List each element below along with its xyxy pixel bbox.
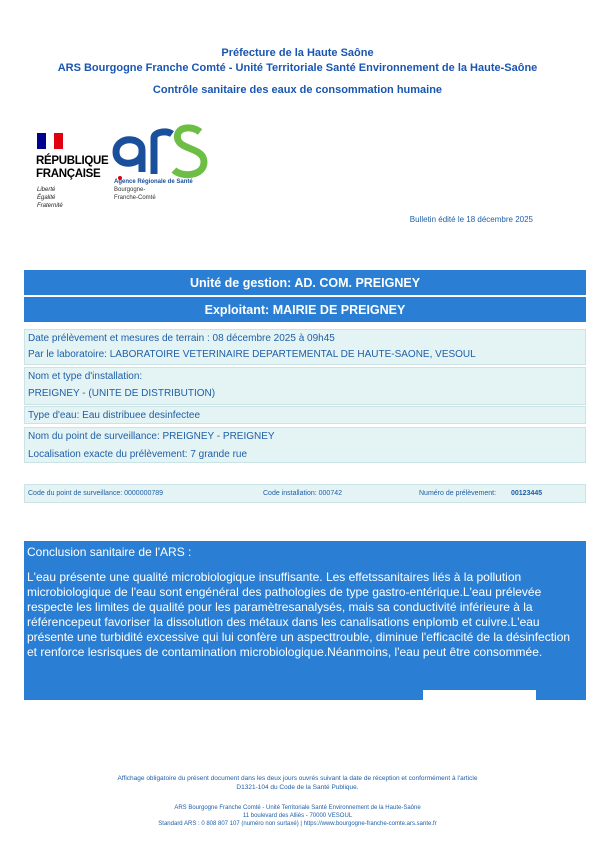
installation-label: Nom et type d'installation:: [28, 371, 143, 382]
sample-number: 00123445: [511, 490, 543, 497]
management-unit: Unité de gestion: AD. COM. PREIGNEY: [24, 270, 586, 295]
prefecture-title: Préfecture de la Haute Saône: [221, 47, 374, 59]
sample-location: Localisation exacte du prélèvement: 7 grande rue: [28, 449, 248, 460]
installation-box: [24, 367, 586, 405]
sanitary-conclusion: [24, 541, 586, 700]
sample-date-box: [24, 329, 586, 365]
installation-code: Code installation: 000742: [263, 490, 343, 497]
sample-date: Date prélèvement et mesures de terrain : 08 décembre 2025 à 09h45: [28, 333, 335, 344]
footer-notice: Affichage obligatoire du présent document dans les deux jours ouvrés suivant la date de réception et conformément à l'article D1321-104 du Code de la Santé Publique.: [117, 775, 478, 791]
ars-logo-icon: [112, 122, 212, 180]
republic-motto: Liberté Égalité Fraternité: [37, 187, 63, 209]
monitoring-box: [24, 427, 586, 463]
ars-agency-label: Agence Régionale de Santé Bourgogne- Franche-Comté: [114, 179, 193, 201]
ars-website-link[interactable]: https://www.bourgogne-franche-comte.ars.sante.fr: [303, 821, 437, 827]
conclusion-text: L'eau présente une qualité microbiologique insuffisante. Les effetssanitaires liés à la pollution microbiologique de l'eau sont engénéral des pathologies de type gastro-entérique.L'eau prélevée respecte les limites de qualité pour les paramètresanalysés, mais sa conductivité inférieure à la référencepeut favoriser la dissolution des métaux dans les canalisations enplomb et cuivre.L'eau présente une turbidité excessive qui lui confère un aspecttrouble, diminue l'efficacité de la désinfection et renforce lesrisques de contamination microbiologique.Néanmoins, l'eau peut être consommée.: [27, 570, 571, 659]
bulletin-date: Bulletin édité le 18 décembre 2025: [409, 215, 533, 224]
conclusion-title: Conclusion sanitaire de l'ARS :: [27, 545, 192, 559]
blank-tab: [423, 690, 536, 704]
monitoring-point-code: Code du point de surveillance: 0000000789: [28, 490, 164, 497]
monitoring-point: Nom du point de surveillance: PREIGNEY - PREIGNEY: [28, 431, 275, 442]
sample-number-label: Numéro de prélèvement:: [419, 490, 497, 497]
footer-address: 11 boulevard des Alliés - 70000 VESOUL: [242, 813, 353, 819]
footer-phone: Standard ARS : 0 808 807 107 (numéro non surtaxé) |: [158, 821, 302, 827]
footer-contact: [0, 804, 595, 828]
marianne-flag-icon: [37, 133, 63, 149]
ars-unit-title: ARS Bourgogne Franche Comté - Unité Territoriale Santé Environnement de la Haute-Saône: [57, 62, 538, 74]
control-title: Contrôle sanitaire des eaux de consommation humaine: [152, 84, 443, 96]
installation-value: PREIGNEY - (UNITE DE DISTRIBUTION): [28, 388, 216, 399]
republique-francaise-logo: RÉPUBLIQUE FRANÇAISE: [36, 155, 109, 180]
operator: Exploitant: MAIRIE DE PREIGNEY: [24, 297, 586, 322]
water-type: Type d'eau: Eau distribuee desinfectee: [28, 410, 201, 421]
laboratory: Par le laboratoire: LABORATOIRE VETERINAIRE DEPARTEMENTAL DE HAUTE-SAONE, VESOUL: [28, 349, 476, 360]
codes-row: [24, 484, 586, 503]
footer-org: ARS Bourgogne Franche Comté - Unité Territoriale Santé Environnement de la Haute-Saône: [174, 805, 421, 811]
water-type-box: [24, 406, 586, 424]
